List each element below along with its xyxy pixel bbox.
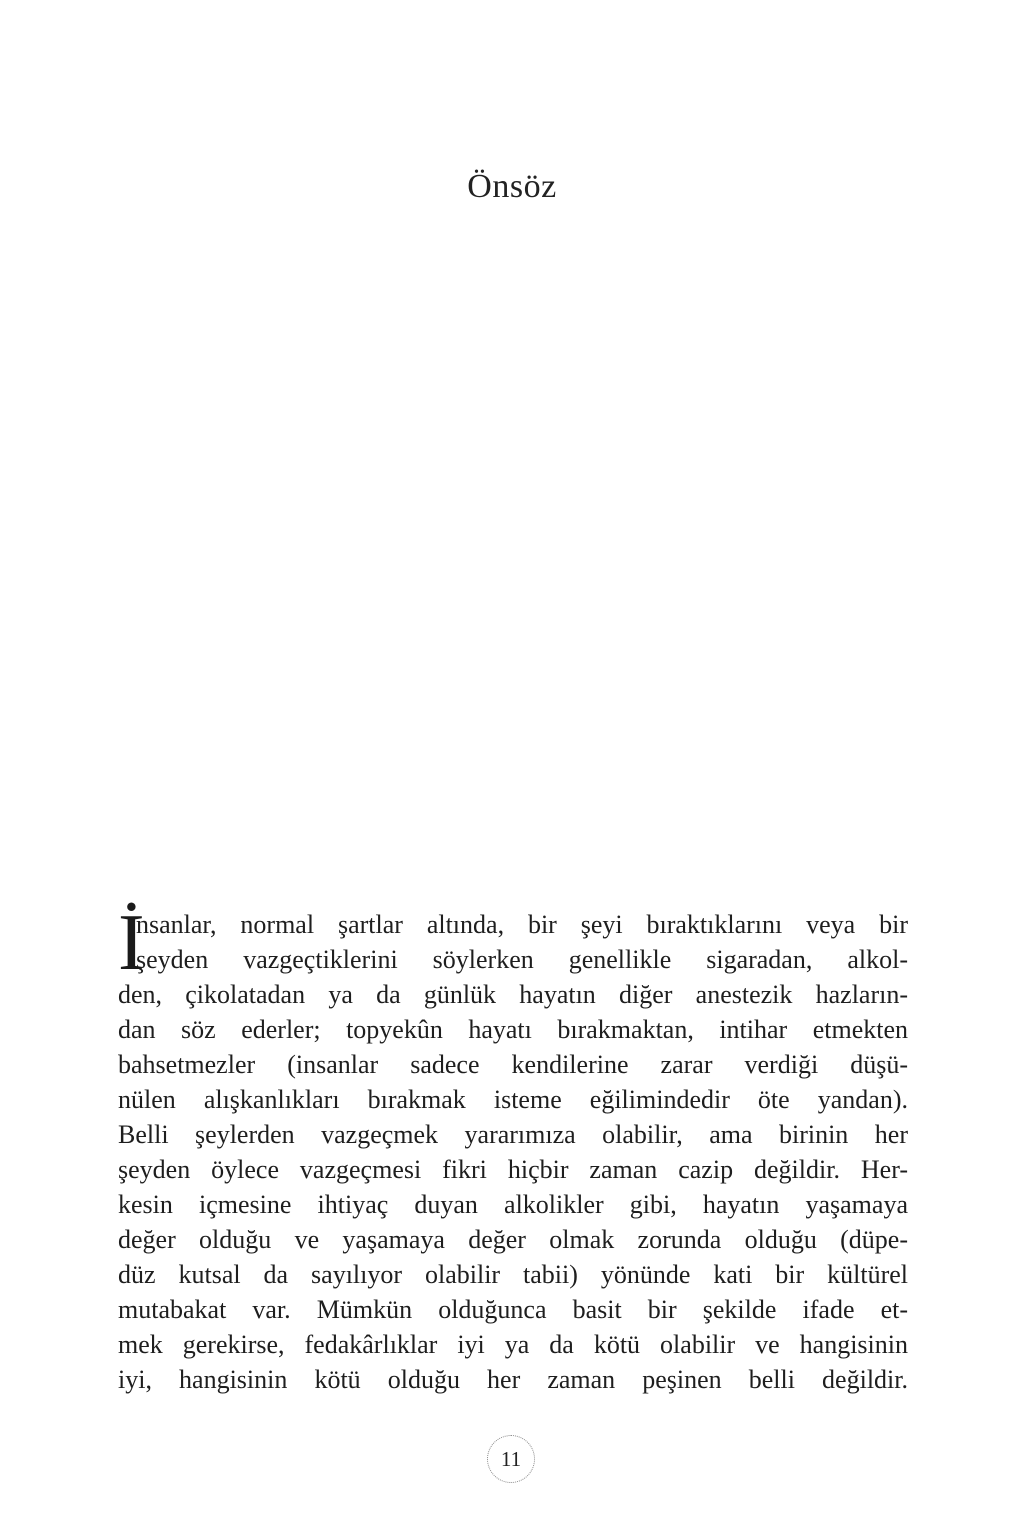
paragraph-line: den, çikolatadan ya da günlük hayatın diğer anestezik hazların- bbox=[118, 980, 908, 1009]
preface-paragraph bbox=[118, 899, 908, 1397]
page-number: 11 bbox=[500, 1446, 522, 1471]
paragraph-line: nülen alışkanlıkları bırakmak isteme eğilimindedir öte yandan). bbox=[118, 1085, 908, 1114]
paragraph-line: mutabakat var. Mümkün olduğunca basit bir şekilde ifade et- bbox=[118, 1295, 908, 1324]
paragraph-line: şeyden vazgeçtiklerini söylerken genellikle sigaradan, alkol- bbox=[136, 945, 908, 974]
drop-cap-letter: İ bbox=[118, 899, 145, 987]
paragraph-line: iyi, hangisinin kötü olduğu her zaman peşinen belli değildir. bbox=[118, 1365, 908, 1394]
chapter-title: Önsöz bbox=[467, 168, 557, 205]
paragraph-line: dan söz ederler; topyekûn hayatı bırakmaktan, intihar etmekten bbox=[118, 1015, 908, 1044]
paragraph-line: değer olduğu ve yaşamaya değer olmak zorunda olduğu (düpe- bbox=[118, 1225, 908, 1254]
paragraph-line: bahsetmezler (insanlar sadece kendilerine zarar verdiği düşü- bbox=[118, 1050, 908, 1079]
paragraph-line: şeyden öylece vazgeçmesi fikri hiçbir zaman cazip değildir. Her- bbox=[118, 1155, 908, 1184]
page-number-badge bbox=[487, 1435, 535, 1483]
paragraph-line: nsanlar, normal şartlar altında, bir şeyi bıraktıklarını veya bir bbox=[136, 910, 908, 939]
paragraph-line: mek gerekirse, fedakârlıklar iyi ya da kötü olabilir ve hangisinin bbox=[118, 1330, 908, 1359]
paragraph-line: Belli şeylerden vazgeçmek yararımıza olabilir, ama birinin her bbox=[118, 1120, 908, 1149]
paragraph-line: kesin içmesine ihtiyaç duyan alkolikler gibi, hayatın yaşamaya bbox=[118, 1190, 908, 1219]
paragraph-line: düz kutsal da sayılıyor olabilir tabii) yönünde kati bir kültürel bbox=[118, 1260, 908, 1289]
